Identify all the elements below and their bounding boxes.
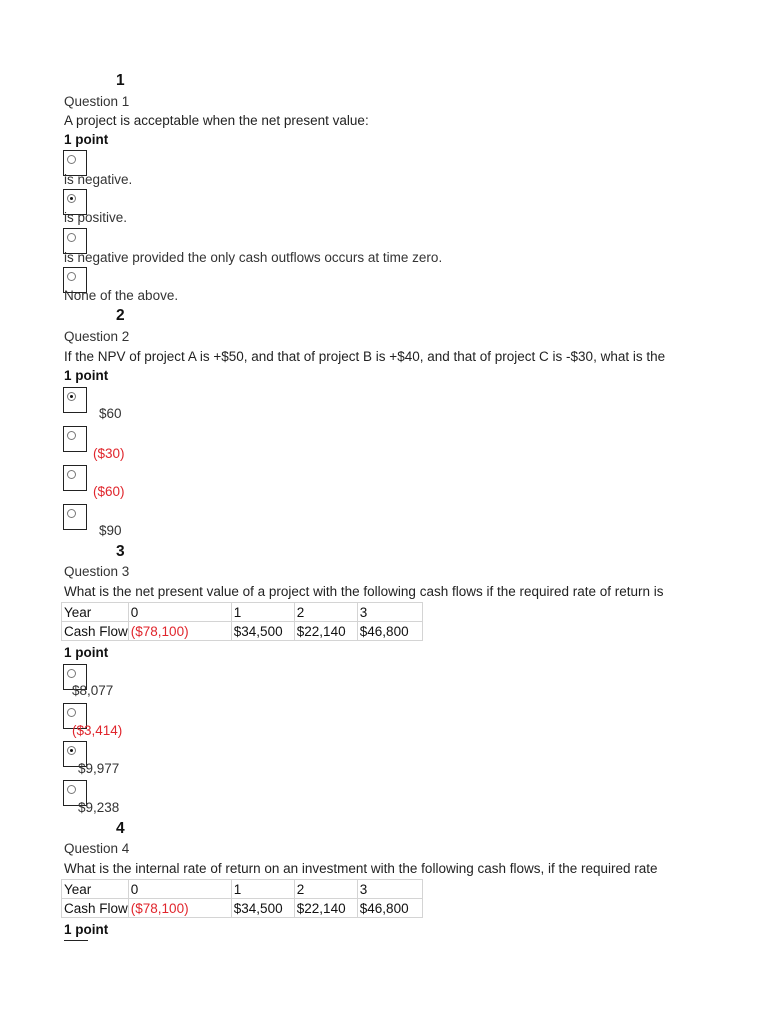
radio-selected-icon: [67, 392, 76, 401]
question-3-text: What is the net present value of a project with the following cash flows if the required rate of return is: [64, 584, 664, 599]
table-cell: 3: [357, 880, 422, 899]
question-2-text: If the NPV of project A is +$50, and that of project B is +$40, and that of project C is -$30, what is the: [64, 349, 666, 364]
radio-icon: [67, 431, 76, 440]
question-3-points: 1 point: [64, 645, 109, 660]
question-2-option-2-radio[interactable]: [63, 426, 87, 452]
radio-icon: [67, 509, 76, 518]
question-3-label: Question 3: [64, 564, 130, 579]
question-2-option-1-radio[interactable]: [63, 387, 87, 413]
question-2-points: 1 point: [64, 368, 109, 383]
table-row: [62, 899, 423, 918]
question-1-option-1-text: is negative.: [64, 172, 133, 187]
table-cell: 0: [128, 603, 231, 622]
radio-icon: [67, 708, 76, 717]
question-2-number: 2: [116, 307, 125, 324]
question-3-number: 3: [116, 543, 125, 560]
question-3-option-2-text: ($3,414): [72, 723, 123, 738]
question-4-cash-flow-table: [61, 879, 423, 918]
question-1-text: A project is acceptable when the net present value:: [64, 113, 369, 128]
question-3-option-4-text: $9,238: [78, 800, 120, 815]
radio-icon: [67, 669, 76, 678]
question-1-option-4-text: None of the above.: [64, 288, 179, 303]
table-cell: Year: [62, 603, 129, 622]
question-3-cash-flow-table: [61, 602, 423, 641]
radio-selected-icon: [67, 746, 76, 755]
question-2-option-4-text: $90: [99, 523, 122, 538]
table-cell: ($78,100): [128, 899, 231, 918]
radio-icon: [67, 470, 76, 479]
divider: [64, 940, 88, 941]
question-1-option-3-text: is negative provided the only cash outflows occurs at time zero.: [64, 250, 443, 265]
table-cell: Cash Flow: [62, 899, 129, 918]
question-2-label: Question 2: [64, 329, 130, 344]
radio-icon: [67, 272, 76, 281]
question-2-option-2-text: ($30): [93, 446, 125, 461]
radio-icon: [67, 233, 76, 242]
question-4-text: What is the internal rate of return on an investment with the following cash flows, if the required rate: [64, 861, 658, 876]
radio-icon: [67, 785, 76, 794]
radio-selected-icon: [67, 194, 76, 203]
question-1-option-2-text: is positive.: [64, 210, 128, 225]
question-1-points: 1 point: [64, 132, 109, 147]
table-cell: Year: [62, 880, 129, 899]
table-cell: $46,800: [357, 622, 422, 641]
question-2-option-3-text: ($60): [93, 484, 125, 499]
table-cell: 2: [294, 603, 357, 622]
table-cell: Cash Flow: [62, 622, 129, 641]
table-cell: 0: [128, 880, 231, 899]
question-4-label: Question 4: [64, 841, 130, 856]
question-3-option-1-text: $8,077: [72, 683, 114, 698]
table-row: [62, 622, 423, 641]
table-header-row: [62, 603, 423, 622]
table-cell: $34,500: [231, 622, 294, 641]
table-cell: 2: [294, 880, 357, 899]
question-2-option-1-text: $60: [99, 406, 122, 421]
question-1-number: 1: [116, 72, 125, 89]
question-4-number: 4: [116, 820, 125, 837]
question-3-option-3-text: $9,977: [78, 761, 120, 776]
table-cell: ($78,100): [128, 622, 231, 641]
question-2-option-4-radio[interactable]: [63, 504, 87, 530]
table-cell: $22,140: [294, 622, 357, 641]
table-cell: $46,800: [357, 899, 422, 918]
table-cell: 3: [357, 603, 422, 622]
question-4-points: 1 point: [64, 922, 109, 937]
question-2-option-3-radio[interactable]: [63, 465, 87, 491]
table-header-row: [62, 880, 423, 899]
table-cell: $34,500: [231, 899, 294, 918]
table-cell: 1: [231, 880, 294, 899]
question-1-label: Question 1: [64, 94, 130, 109]
table-cell: 1: [231, 603, 294, 622]
radio-icon: [67, 155, 76, 164]
table-cell: $22,140: [294, 899, 357, 918]
